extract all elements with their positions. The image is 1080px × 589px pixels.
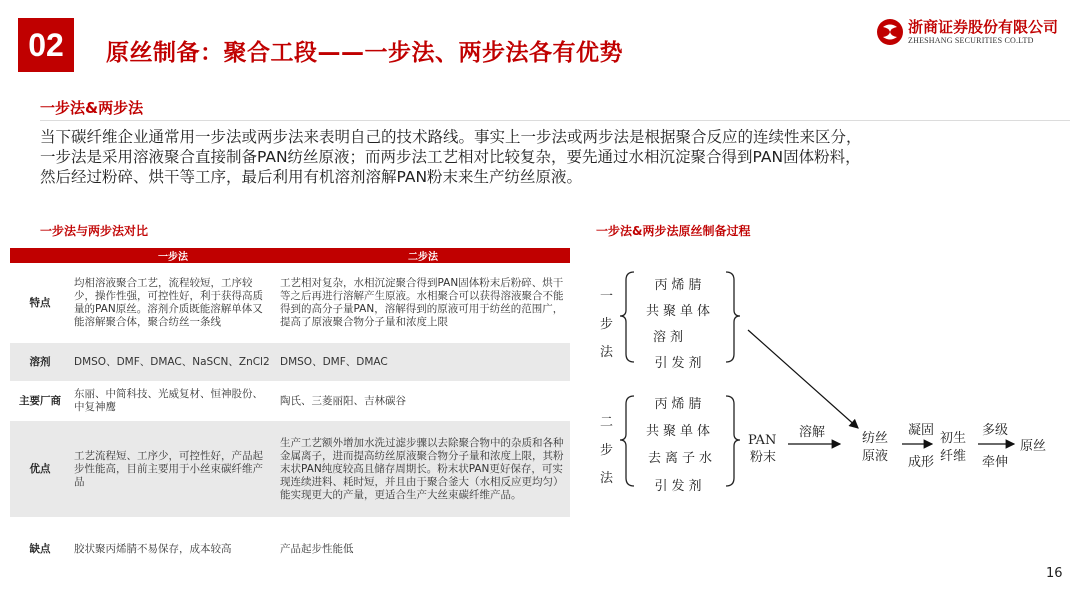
as-spun-fiber-label: 纤维: [940, 449, 967, 464]
divider: [40, 120, 1070, 121]
one-step-material: 引发剂: [654, 356, 706, 371]
two-step-material: 引发剂: [654, 479, 706, 494]
zheshang-logo-icon: [876, 18, 904, 46]
two-step-material: 丙烯腈: [654, 397, 706, 412]
right-brace-icon: [726, 272, 740, 362]
multi-stretch-label: 牵伸: [982, 455, 1009, 470]
one-step-material: 溶剂: [652, 330, 688, 345]
one-step-label-char: 步: [600, 317, 614, 332]
spin-dope-label: 纺丝: [862, 431, 889, 446]
section-subtitle: 一步法&两步法: [40, 99, 144, 117]
table-cell: 生产工艺额外增加水洗过滤步骤以去除聚合物中的杂质和各种金属离子，进而提高纺丝原液聚合物分子量和浓度上限，其粉末状PAN纯度较高且储存周期长。粉末状PAN更好保存，可实现连续进料、耗时短，并且由于聚合釜大（水相反应更均匀）能实现更大的产量，更适合生产大丝束碳纤维产品。: [276, 421, 570, 517]
arrow-icon: [748, 330, 858, 428]
right-brace-icon: [726, 396, 740, 486]
intro-line: 当下碳纤维企业通常用一步法或两步法来表明自己的技术路线。事实上一步法或两步法是根据聚合反应的连续性来区分，: [40, 128, 862, 146]
left-brace-icon: [620, 396, 634, 486]
two-step-label-char: 步: [600, 443, 614, 458]
table-cell: 工艺相对复杂，水相沉淀聚合得到PAN固体粉末后粉碎、烘干等之后再进行溶解产生原液。水相聚合可以获得溶液聚合不能得到的高分子量PAN，溶解得到的原液可用于纺丝的范围广，提高了原液聚合物分子量和浓度上限: [276, 263, 570, 343]
process-diagram: [590, 258, 1070, 508]
intro-paragraph: [40, 127, 1050, 187]
row-label: 缺点: [10, 517, 70, 581]
process-diagram-svg: [590, 258, 1070, 508]
dissolve-label: 溶解: [798, 425, 826, 440]
table-row: [10, 421, 570, 517]
two-step-material: 共聚单体: [645, 424, 715, 439]
row-label: 溶剂: [10, 343, 70, 381]
table-cell: DMSO、DMF、DMAC: [276, 343, 570, 381]
two-step-label-char: 法: [600, 471, 614, 486]
table-row: [10, 381, 570, 421]
pan-powder-label: PAN: [748, 433, 777, 448]
table-cell: DMSO、DMF、DMAC、NaSCN、ZnCl2: [70, 343, 276, 381]
table-header-cell: 二步法: [276, 248, 570, 263]
comparison-table: [10, 248, 570, 581]
table-header-cell: [10, 248, 70, 263]
table-cell: 陶氏、三菱丽阳、吉林碳谷: [276, 381, 570, 421]
one-step-label-char: 一: [600, 289, 614, 304]
table-cell: 工艺流程短、工序少，可控性好，产品起步性能高，目前主要用于小丝束碳纤维产品: [70, 421, 276, 517]
process-diagram-title: 一步法&两步法原丝制备过程: [596, 224, 751, 238]
table-cell: 胶状聚丙烯腈不易保存，成本较高: [70, 517, 276, 581]
one-step-material: 共聚单体: [645, 304, 715, 319]
logo-english-name: ZHESHANG SECURITIES CO.LTD: [908, 36, 1034, 45]
two-step-material: 去离子水: [647, 451, 717, 466]
one-step-material: 丙烯腈: [654, 278, 706, 293]
table-header-row: [10, 248, 570, 263]
company-logo: [876, 16, 1066, 52]
logo-chinese-name: 浙商证券股份有限公司: [908, 18, 1059, 36]
one-step-label-char: 法: [600, 345, 614, 360]
table-row: [10, 343, 570, 381]
intro-line: 一步法是采用溶液聚合直接制备PAN纺丝原液；而两步法工艺相对比较复杂，要先通过水相沉淀聚合得到PAN固体粉料，: [40, 148, 861, 166]
table-cell: 产品起步性能低: [276, 517, 570, 581]
precursor-label: 原丝: [1020, 439, 1047, 454]
intro-line: 然后经过粉碎、烘干等工序，最后利用有机溶剂溶解PAN粉末来生产纺丝原液。: [40, 168, 583, 186]
table-header-cell: 一步法: [70, 248, 276, 263]
table-cell: 东丽、中简科技、光威复材、恒神股份、中复神鹰: [70, 381, 276, 421]
left-brace-icon: [620, 272, 634, 362]
section-number-badge: 02: [18, 18, 74, 72]
row-label: 优点: [10, 421, 70, 517]
row-label: 主要厂商: [10, 381, 70, 421]
two-step-label-char: 二: [600, 415, 614, 430]
spin-dope-label: 原液: [862, 449, 889, 464]
row-label: 特点: [10, 263, 70, 343]
as-spun-fiber-label: 初生: [940, 431, 967, 446]
table-row: [10, 263, 570, 343]
pan-powder-label: 粉末: [750, 450, 777, 465]
page-title: 原丝制备：聚合工段——一步法、两步法各有优势: [106, 40, 623, 66]
table-row: [10, 517, 570, 581]
table-cell: 均相溶液聚合工艺，流程较短，工序较少，操作性强，可控性好，利于获得高质量的PAN原丝。溶剂介质既能溶解单体又能溶解聚合体，聚合纺丝一条线: [70, 263, 276, 343]
page-number: 16: [1046, 566, 1063, 581]
coagulate-label: 成形: [908, 455, 935, 470]
comparison-table-title: 一步法与两步法对比: [40, 224, 149, 238]
coagulate-label: 凝固: [908, 423, 935, 438]
multi-stretch-label: 多级: [982, 423, 1009, 438]
